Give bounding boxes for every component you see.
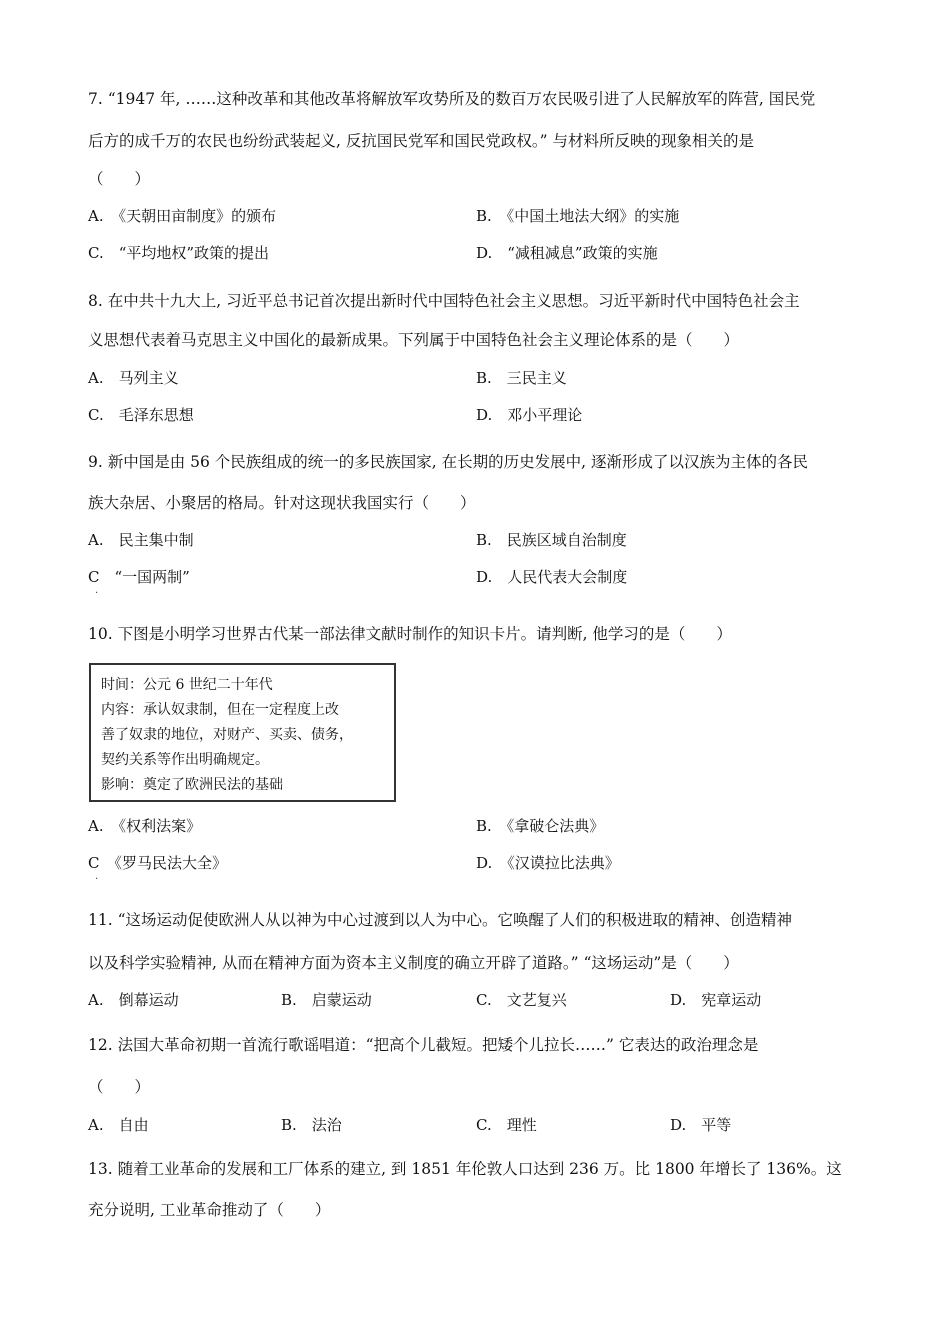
card-line-content: 内容：承认奴隶制，但在一定程度上改 (101, 702, 339, 718)
q10-option-d: D. 《汉谟拉比法典》 (476, 854, 620, 872)
card-line-content-2: 善了奴隶的地位，对财产、买卖、债务， (101, 727, 353, 743)
q7-option-b: B. 《中国土地法大纲》的实施 (476, 207, 680, 225)
q12-option-d: D. 平等 (670, 1116, 732, 1134)
q7-option-c: C. “平均地权”政策的提出 (88, 244, 270, 262)
q7-stem-line2: 后方的成千万的农民也纷纷武装起义, 反抗国民党军和国民党政权。” 与材料所反映的现象相关的是 (88, 132, 754, 150)
q12-option-c: C. 理性 (476, 1116, 537, 1134)
q8-option-a: A. 马列主义 (88, 369, 179, 387)
q7-option-a: A. 《天朝田亩制度》的颁布 (88, 207, 277, 225)
q12-stem-line1: 12. 法国大革命初期一首流行歌谣唱道：“把高个儿截短。把矮个儿拉长……” 它表达的政治理念是 (88, 1036, 759, 1054)
q9-option-c: C “一国两制” (88, 568, 190, 586)
q10-option-b: B. 《拿破仑法典》 (476, 817, 605, 835)
q8-option-c: C. 毛泽东思想 (88, 406, 194, 424)
q8-stem-line2: 义思想代表着马克思主义中国化的最新成果。下列属于中国特色社会主义理论体系的是（ ） (88, 331, 740, 349)
q7-stem-line1: 7. “1947 年, ……这种改革和其他改革将解放军攻势所及的数百万农民吸引进了人民解放军的阵营, 国民党 (88, 90, 816, 108)
q12-option-a: A. 自由 (88, 1116, 149, 1134)
card-line-content-3: 契约关系等作出明确规定。 (101, 752, 269, 768)
q9-stem-line2: 族大杂居、小聚居的格局。针对这现状我国实行（ ） (88, 494, 476, 512)
q11-stem-line1: 11. “这场运动促使欧洲人从以神为中心过渡到以人为中心。它唤醒了人们的积极进取的精神、创造精神 (88, 911, 793, 929)
q11-stem-line2: 以及科学实验精神, 从而在精神方面为资本主义制度的确立开辟了道路。” “这场运动”是（ ） (88, 954, 739, 972)
q11-option-a: A. 倒幕运动 (88, 991, 179, 1009)
q8-option-d: D. 邓小平理论 (476, 406, 583, 424)
q12-option-b: B. 法治 (281, 1116, 342, 1134)
q8-option-b: B. 三民主义 (476, 369, 567, 387)
q7-option-d: D. “减租减息”政策的实施 (476, 244, 658, 262)
card-line-impact: 影响：奠定了欧洲民法的基础 (101, 777, 283, 793)
q10-option-a: A. 《权利法案》 (88, 817, 202, 835)
q9-stem-line1: 9. 新中国是由 56 个民族组成的统一的多民族国家, 在长期的历史发展中, 逐渐形成了以汉族为主体的各民 (88, 453, 809, 471)
q12-stem-line2: （ ） (88, 1078, 151, 1096)
q11-option-c: C. 文艺复兴 (476, 991, 567, 1009)
q11-option-d: D. 宪章运动 (670, 991, 762, 1009)
q13-stem-line2: 充分说明, 工业革命推动了（ ） (88, 1201, 331, 1219)
q11-option-b: B. 启蒙运动 (281, 991, 372, 1009)
q10-stem-line1: 10. 下图是小明学习世界古代某一部法律文献时制作的知识卡片。请判断, 他学习的是（ ） (88, 625, 732, 643)
q13-stem-line1: 13. 随着工业革命的发展和工厂体系的建立, 到 1851 年伦敦人口达到 236 万。比 1800 年增长了 136%。这 (88, 1160, 842, 1178)
q9-option-a: A. 民主集中制 (88, 531, 194, 549)
stray-mark: · (95, 874, 99, 885)
card-line-time: 时间：公元 6 世纪二十年代 (101, 677, 273, 693)
q9-option-d: D. 人民代表大会制度 (476, 568, 628, 586)
q7-stem-line3: （ ） (88, 170, 151, 188)
q9-option-b: B. 民族区域自治制度 (476, 531, 627, 549)
stray-mark: · (95, 588, 99, 599)
knowledge-card (89, 663, 396, 802)
q8-stem-line1: 8. 在中共十九大上, 习近平总书记首次提出新时代中国特色社会主义思想。习近平新时代中国特色社会主 (88, 292, 800, 310)
q10-option-c: C 《罗马民法大全》 (88, 854, 227, 872)
